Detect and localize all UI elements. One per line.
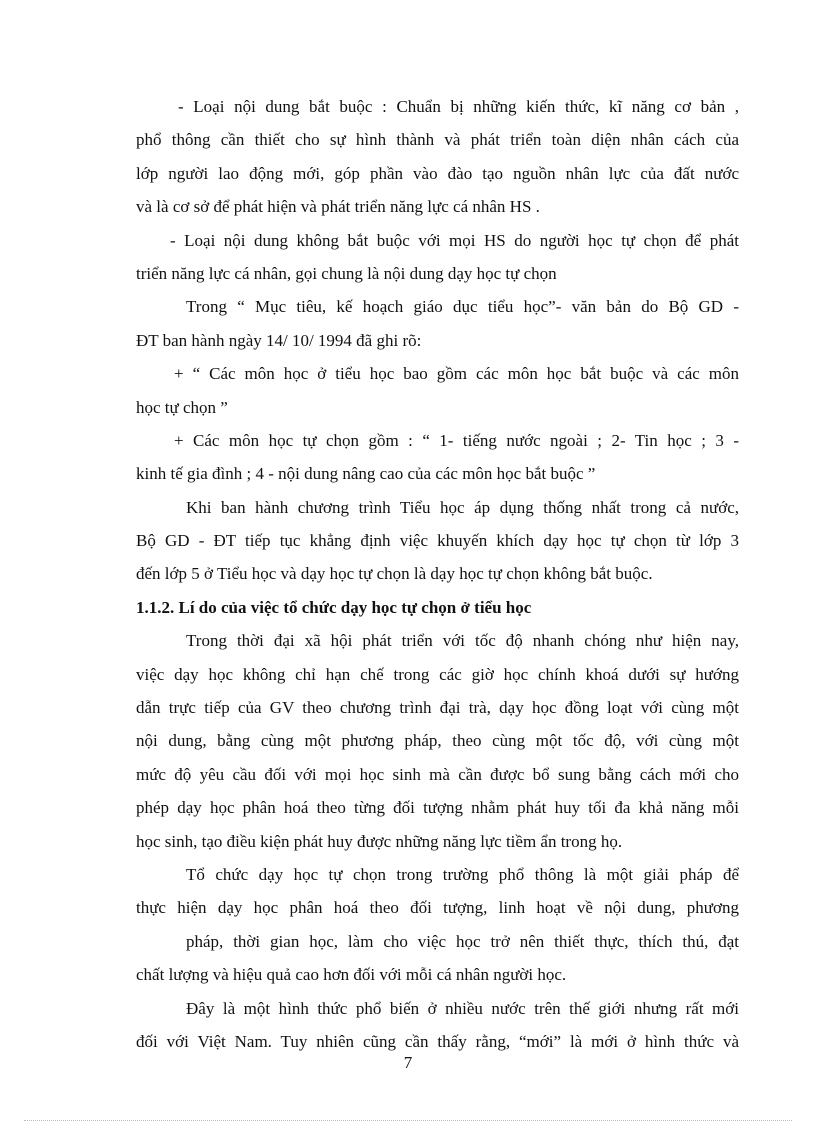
text-line: - Loại nội dung bắt buộc : Chuẩn bị những kiến thức, kĩ năng cơ bản ,	[178, 97, 739, 116]
text-line: + “ Các môn học ở tiểu học bao gồm các môn học bắt buộc và các môn	[174, 364, 739, 384]
section-heading: 1.1.2. Lí do của việc tổ chức dạy học tự chọn ở tiểu học	[136, 597, 532, 617]
text-line: học tự chọn ”	[136, 397, 228, 417]
text-line: - Loại nội dung không bắt buộc với mọi HS do người học tự chọn để phát	[170, 230, 739, 250]
text-line: dẫn trực tiếp của GV theo chương trình đại trà, dạy học đồng loạt với cùng một	[136, 698, 739, 718]
text-line: pháp, thời gian học, làm cho việc học trở nên thiết thực, thích thú, đạt	[186, 931, 739, 951]
text-line: kinh tế gia đình ; 4 - nội dung nâng cao của các môn học bắt buộc ”	[136, 464, 596, 484]
text-line: thực hiện dạy học phân hoá theo đối tượng, linh hoạt về nội dung, phương	[136, 898, 739, 918]
text-line: lớp người lao động mới, góp phần vào đào tạo nguồn nhân lực của đất nước	[136, 163, 739, 183]
text-line: và là cơ sở để phát hiện và phát triển năng lực cá nhân HS .	[136, 197, 540, 217]
text-line: Tổ chức dạy học tự chọn trong trường phổ thông là một giải pháp để	[186, 864, 739, 884]
text-line: đến lớp 5 ở Tiểu học và dạy học tự chọn là dạy học tự chọn không bắt buộc.	[136, 564, 653, 584]
text-line: chất lượng và hiệu quả cao hơn đối với mỗi cá nhân người học.	[136, 965, 567, 985]
text-line: mức độ yêu cầu đối với mọi học sinh mà cần được bổ sung bằng cách mới cho	[136, 764, 739, 784]
text-line: Đây là một hình thức phổ biến ở nhiều nước trên thế giới nhưng rất mới	[186, 998, 739, 1018]
document-page	[136, 90, 739, 1058]
footer-divider	[24, 1120, 792, 1121]
text-line: việc dạy học không chỉ hạn chế trong các giờ học chính khoá dưới sự hướng	[136, 664, 739, 684]
text-line: phép dạy học phân hoá theo từng đối tượng nhằm phát huy tối đa khả năng mỗi	[136, 798, 739, 818]
text-line: Khi ban hành chương trình Tiểu học áp dụng thống nhất trong cả nước,	[186, 497, 739, 517]
text-line: ĐT ban hành ngày 14/ 10/ 1994 đã ghi rõ:	[136, 330, 422, 350]
text-line: học sinh, tạo điều kiện phát huy được những năng lực tiềm ẩn trong họ.	[136, 831, 623, 851]
text-line: Trong “ Mục tiêu, kế hoạch giáo dục tiểu học”- văn bản do Bộ GD -	[186, 297, 739, 317]
page-number: 7	[403, 1053, 413, 1072]
text-line: đối với Việt Nam. Tuy nhiên cũng cần thấy rằng, “mới” là mới ở hình thức và	[136, 1031, 739, 1051]
text-line: nội dung, bằng cùng một phương pháp, theo cùng một tốc độ, với cùng một	[136, 731, 739, 751]
text-line: phổ thông cần thiết cho sự hình thành và phát triển toàn diện nhân cách của	[136, 130, 739, 150]
text-line: Trong thời đại xã hội phát triển với tốc độ nhanh chóng như hiện nay,	[186, 631, 739, 651]
text-line: triển năng lực cá nhân, gọi chung là nội dung dạy học tự chọn	[136, 263, 557, 283]
text-line: + Các môn học tự chọn gồm : “ 1- tiếng nước ngoài ; 2- Tin học ; 3 -	[174, 430, 739, 450]
text-line: Bộ GD - ĐT tiếp tục khẳng định việc khuyến khích dạy học tự chọn từ lớp 3	[136, 531, 739, 551]
